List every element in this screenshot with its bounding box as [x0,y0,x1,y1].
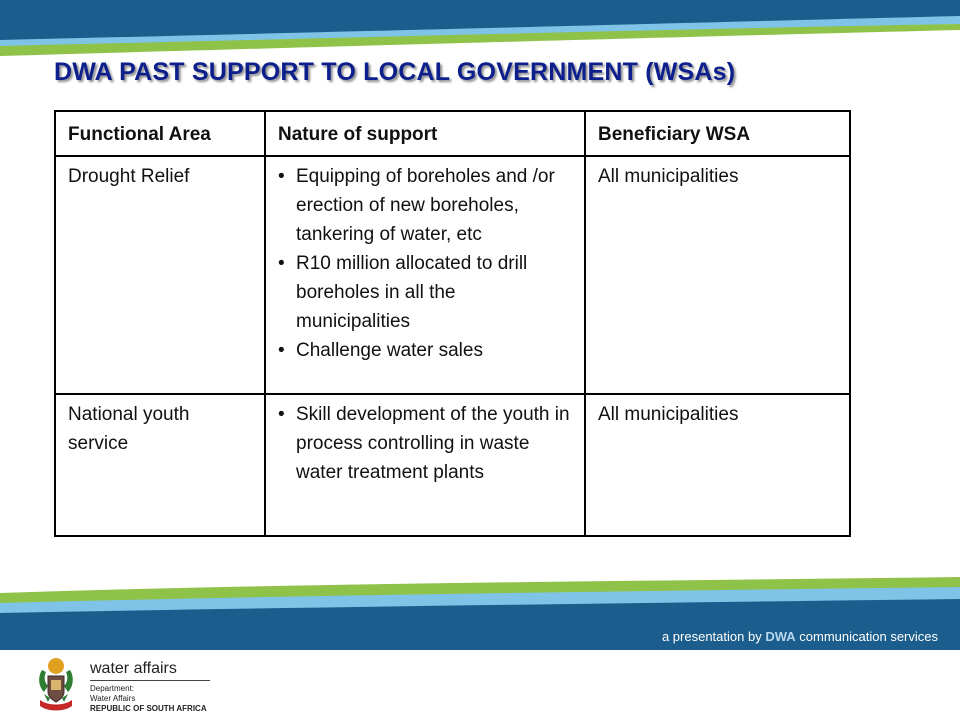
logo-line-water-affairs: Water Affairs [90,694,136,703]
logo-name: water affairs [90,660,177,677]
header-functional-area: Functional Area [55,111,265,156]
support-table [54,110,851,537]
logo-line-republic: REPUBLIC OF SOUTH AFRICA [90,704,207,713]
presentation-tagline [662,629,938,644]
beneficiary-cell: All municipalities [585,156,850,394]
support-cell [265,156,585,394]
table-row [55,156,850,394]
department-logo [90,660,210,714]
table-header-row [55,111,850,156]
support-item: • Skill development of the youth in process controlling in waste water treatment plants [278,400,574,487]
support-item: • Challenge water sales [278,336,574,365]
tagline-suffix: communication services [795,629,938,644]
support-item: • R10 million allocated to drill boreholes in all the municipalities [278,249,574,336]
tagline-prefix: a presentation by [661,629,766,644]
logo-divider [90,680,210,681]
table-row [55,394,850,536]
top-wave-band [0,0,960,60]
support-list [278,400,574,487]
functional-area-cell: Drought Relief [55,156,265,394]
tagline-brand: DWA [765,629,796,644]
slide-title: DWA PAST SUPPORT TO LOCAL GOVERNMENT (WSAs) [54,58,736,86]
logo-line-department: Department: [90,684,135,693]
functional-area-cell: National youth service [55,394,265,536]
coat-of-arms-icon [34,656,78,714]
beneficiary-cell: All municipalities [585,394,850,536]
header-nature-of-support: Nature of support [265,111,585,156]
support-list [278,162,574,365]
header-beneficiary-wsa: Beneficiary WSA [585,111,850,156]
support-cell [265,394,585,536]
support-item: • Equipping of boreholes and /or erection of new boreholes, tankering of water, etc [278,162,574,249]
